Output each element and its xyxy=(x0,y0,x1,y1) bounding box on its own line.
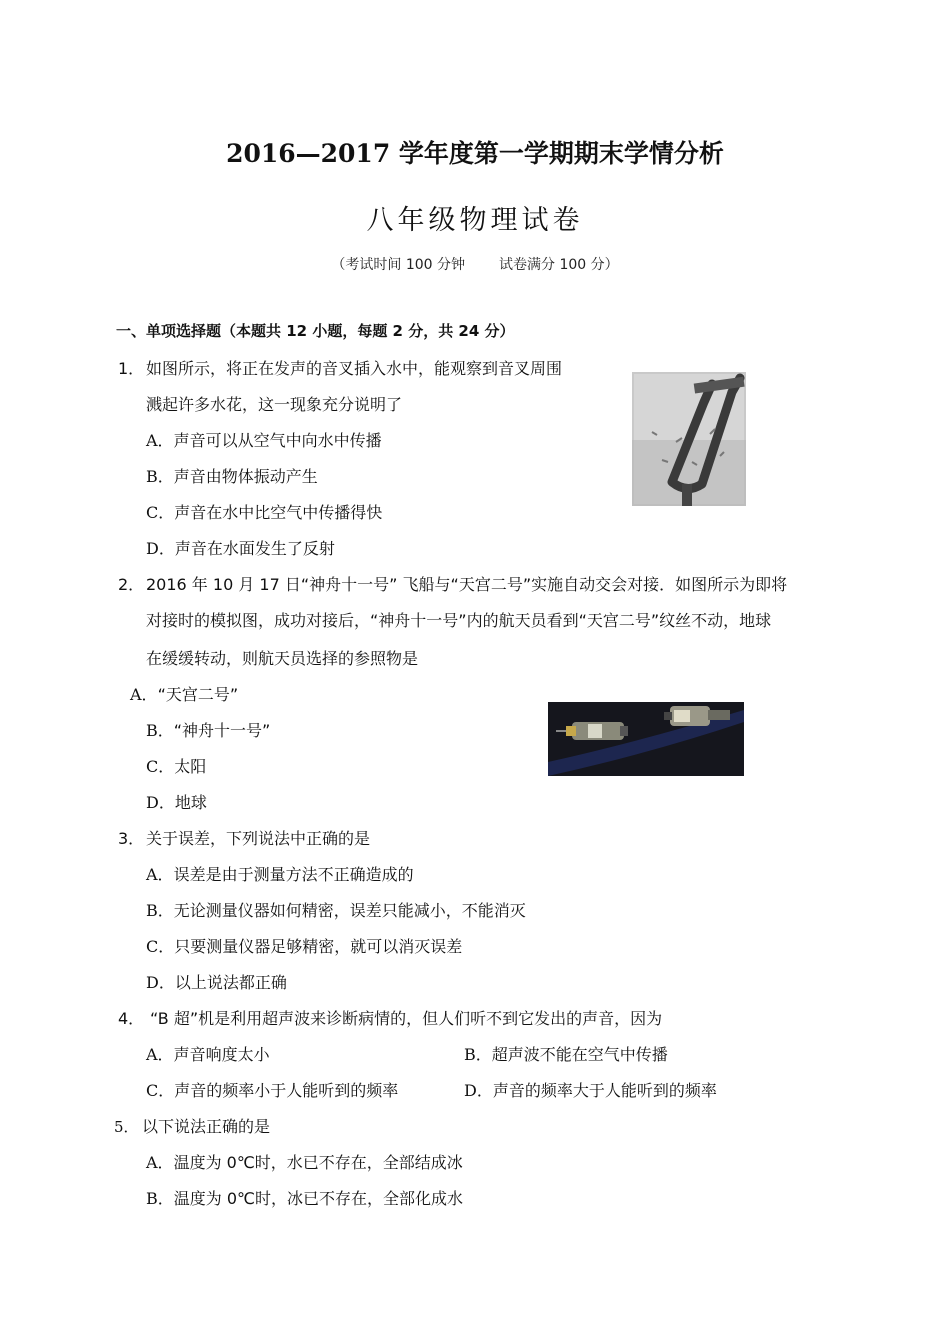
full-score: 试卷满分 100 分） xyxy=(499,257,619,273)
exam-time: （考试时间 100 分钟 xyxy=(331,257,465,273)
question-text: 以下说法正确的是 xyxy=(142,1117,271,1136)
question-4-stem xyxy=(118,1008,662,1030)
question-4-option-c: C．声音的频率小于人能听到的频率 xyxy=(146,1081,399,1100)
question-text: 如图所示，将正在发声的音叉插入水中，能观察到音叉周围 xyxy=(146,359,563,378)
question-text: 2016 年 10 月 17 日“神舟十一号” 飞船与“天宫二号”实施自动交会对接．如图所示为即将 xyxy=(146,575,788,594)
question-number: 4． xyxy=(118,1009,145,1028)
question-2-option-b: B．“神舟十一号” xyxy=(146,721,271,740)
tuning-fork-figure xyxy=(632,372,746,506)
paper-subtitle: 八年级物理试卷 xyxy=(366,205,584,236)
question-3-option-a: A．误差是由于测量方法不正确造成的 xyxy=(146,865,414,884)
spacecraft-docking-figure xyxy=(548,702,744,776)
question-4-option-d: D．声音的频率大于人能听到的频率 xyxy=(464,1081,717,1100)
question-2-stem-cont: 对接时的模拟图，成功对接后，“神舟十一号”内的航天员看到“天宫二号”纹丝不动，地球 xyxy=(146,611,772,630)
question-number: 2． xyxy=(118,575,145,594)
question-4-option-b: B．超声波不能在空气中传播 xyxy=(464,1045,668,1064)
question-3-option-b: B．无论测量仪器如何精密，误差只能减小，不能消灭 xyxy=(146,901,526,920)
question-5-option-b: B．温度为 0℃时，冰已不存在，全部化成水 xyxy=(146,1189,464,1208)
question-1-option-a: A．声音可以从空气中向水中传播 xyxy=(146,431,382,450)
question-3-option-c: C．只要测量仪器足够精密，就可以消灭误差 xyxy=(146,937,463,956)
question-text: “B 超”机是利用超声波来诊断病情的，但人们听不到它发出的声音，因为 xyxy=(150,1009,663,1028)
question-2-option-a: A．“天宫二号” xyxy=(130,685,239,704)
question-3-option-d: D．以上说法都正确 xyxy=(146,973,287,992)
question-1-option-b: B．声音由物体振动产生 xyxy=(146,467,318,486)
question-number: 5． xyxy=(114,1118,139,1136)
question-4-option-a: A．声音响度太小 xyxy=(146,1045,270,1064)
question-text: 关于误差，下列说法中正确的是 xyxy=(146,829,371,848)
question-1-stem xyxy=(118,358,562,380)
question-number: 1． xyxy=(118,359,145,378)
question-2-option-c: C．太阳 xyxy=(146,757,207,776)
question-2-stem xyxy=(118,574,787,596)
question-1-option-c: C．声音在水中比空气中传播得快 xyxy=(146,503,383,522)
question-number: 3． xyxy=(118,829,145,848)
exam-info xyxy=(0,254,950,274)
question-3-stem xyxy=(118,828,370,850)
question-1-option-d: D．声音在水面发生了反射 xyxy=(146,539,335,558)
document-title: 2016—2017 学年度第一学期期末学情分析 xyxy=(226,139,724,168)
question-1-stem-cont: 溅起许多水花，这一现象充分说明了 xyxy=(146,395,403,414)
question-2-option-d: D．地球 xyxy=(146,793,207,812)
question-5-option-a: A．温度为 0℃时，水已不存在，全部结成冰 xyxy=(146,1153,463,1172)
question-5-stem xyxy=(114,1116,270,1138)
question-2-stem-cont-2: 在缓缓转动，则航天员选择的参照物是 xyxy=(146,649,419,668)
section-heading: 一、单项选择题（本题共 12 小题，每题 2 分，共 24 分） xyxy=(116,322,515,340)
